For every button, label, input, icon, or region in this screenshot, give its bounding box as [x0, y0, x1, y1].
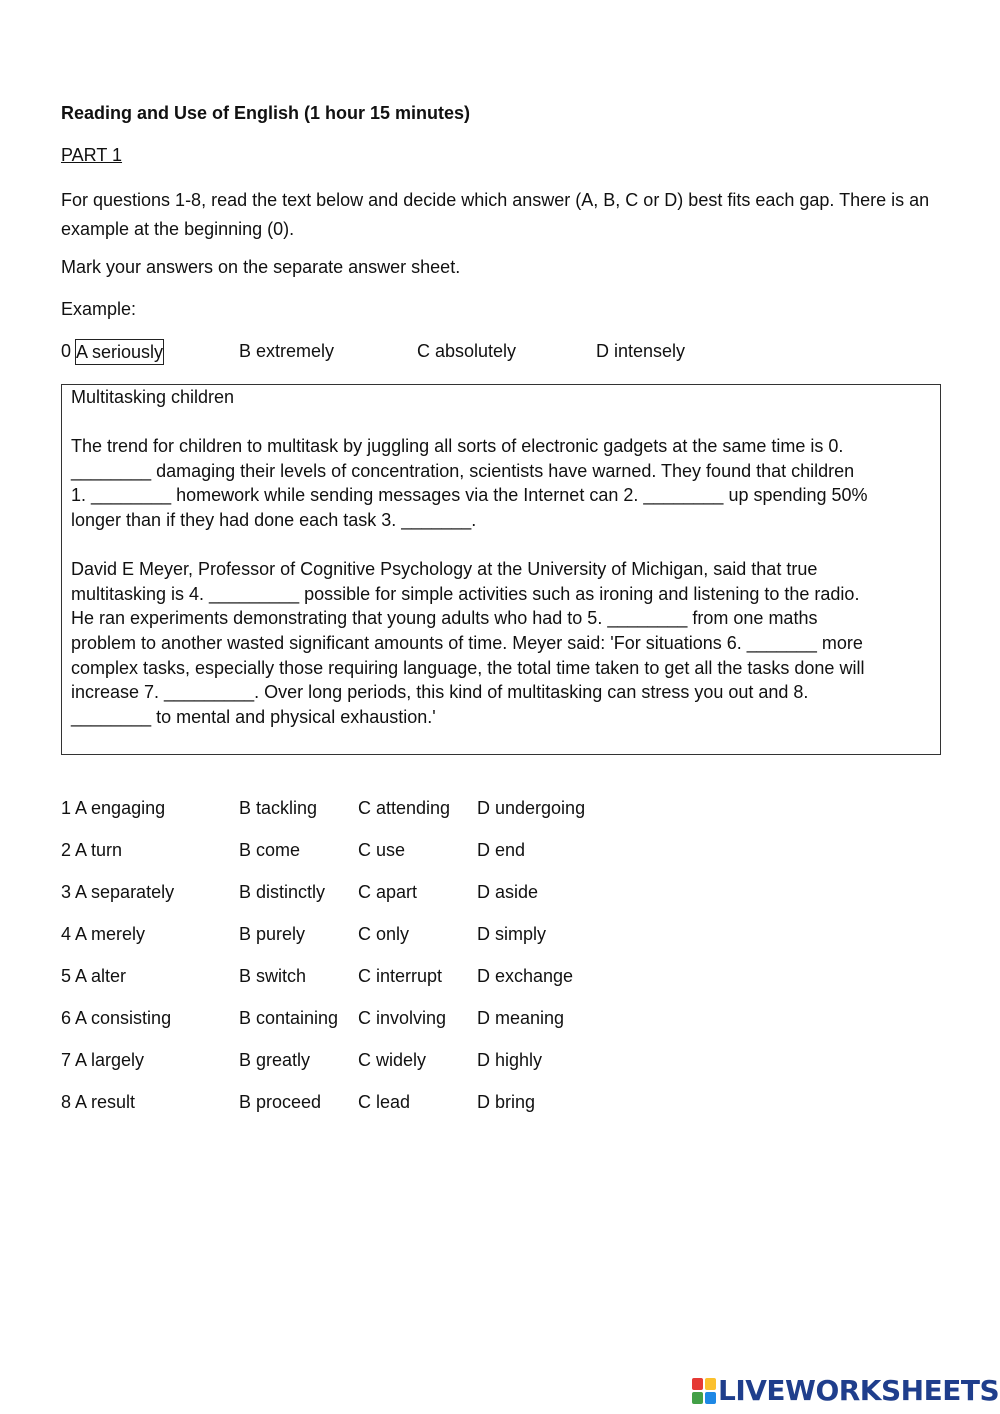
option-a: 7 A largely — [61, 1050, 145, 1070]
option-c: C involving — [358, 1008, 447, 1028]
example-label: Example: — [61, 299, 137, 319]
question-row-5 — [61, 963, 761, 1005]
example-row — [61, 340, 941, 368]
option-a: 2 A turn — [61, 840, 123, 860]
option-b: B distinctly — [239, 882, 326, 902]
option-d: D highly — [477, 1050, 543, 1070]
option-c: C interrupt — [358, 966, 443, 986]
passage-line: He ran experiments demonstrating that young adults who had to 5. ________ from one maths — [71, 608, 818, 629]
example-answer-a: A seriously — [75, 339, 164, 365]
option-d: D exchange — [477, 966, 574, 986]
option-b: B tackling — [239, 798, 318, 818]
liveworksheets-logo — [692, 1374, 1000, 1407]
passage-line: The trend for children to multitask by juggling all sorts of electronic gadgets at the same time is 0. — [71, 436, 844, 457]
option-d: D aside — [477, 882, 539, 902]
option-c: C only — [358, 924, 410, 944]
option-c: C lead — [358, 1092, 411, 1112]
option-c: C use — [358, 840, 406, 860]
option-b: B proceed — [239, 1092, 322, 1112]
example-option-b: B extremely — [239, 341, 335, 361]
question-row-1 — [61, 795, 761, 837]
question-row-6 — [61, 1005, 761, 1047]
page-title: Reading and Use of English (1 hour 15 minutes) — [61, 103, 471, 123]
option-b: B switch — [239, 966, 307, 986]
option-b: B purely — [239, 924, 306, 944]
option-c: C attending — [358, 798, 451, 818]
option-a: 6 A consisting — [61, 1008, 172, 1028]
instructions: For questions 1-8, read the text below and decide which answer (A, B, C or D) best fits each gap. There is an example at the beginning (0). — [61, 190, 930, 239]
passage-box — [61, 384, 941, 755]
option-b: B come — [239, 840, 301, 860]
passage-line: ________ to mental and physical exhaustion.' — [71, 706, 436, 727]
example-option-d: D intensely — [596, 341, 686, 361]
passage-line: problem to another wasted significant amounts of time. Meyer said: 'For situations 6. _______ more — [71, 632, 863, 653]
option-d: D meaning — [477, 1008, 565, 1028]
question-row-2 — [61, 837, 761, 879]
option-c: C widely — [358, 1050, 427, 1070]
mark-instruction: Mark your answers on the separate answer sheet. — [61, 257, 461, 277]
option-b: B containing — [239, 1008, 339, 1028]
example-number: 0 — [61, 341, 72, 361]
question-row-8 — [61, 1089, 761, 1131]
passage-line: ________ damaging their levels of concentration, scientists have warned. They found that children — [71, 460, 855, 481]
option-a: 4 A merely — [61, 924, 146, 944]
option-b: B greatly — [239, 1050, 311, 1070]
question-row-4 — [61, 921, 761, 963]
answer-options — [61, 795, 761, 1131]
option-a: 3 A separately — [61, 882, 175, 902]
option-a: 5 A alter — [61, 966, 127, 986]
passage-line: 1. ________ homework while sending messages via the Internet can 2. ________ up spending 50% — [71, 485, 868, 506]
option-d: D undergoing — [477, 798, 586, 818]
logo-wordmark: LIVEWORKSHEETS — [718, 1374, 1000, 1407]
example-option-c: C absolutely — [417, 341, 517, 361]
option-a: 1 A engaging — [61, 798, 166, 818]
passage-line: complex tasks, especially those requiring language, the total time taken to get all the tasks done will — [71, 657, 865, 678]
question-row-7 — [61, 1047, 761, 1089]
option-a: 8 A result — [61, 1092, 136, 1112]
question-row-3 — [61, 879, 761, 921]
part-heading: PART 1 — [61, 145, 123, 165]
logo-icon — [692, 1378, 716, 1404]
passage-line: David E Meyer, Professor of Cognitive Psychology at the University of Michigan, said that true — [71, 559, 818, 580]
passage-line: multitasking is 4. _________ possible for simple activities such as ironing and listening to the radio. — [71, 583, 860, 604]
option-c: C apart — [358, 882, 418, 902]
passage-line: increase 7. _________. Over long periods, this kind of multitasking can stress you out and 8. — [71, 682, 809, 703]
option-d: D end — [477, 840, 526, 860]
option-d: D bring — [477, 1092, 536, 1112]
passage-line: longer than if they had done each task 3. _______. — [71, 509, 477, 530]
option-d: D simply — [477, 924, 547, 944]
passage-title: Multitasking children — [71, 387, 235, 407]
